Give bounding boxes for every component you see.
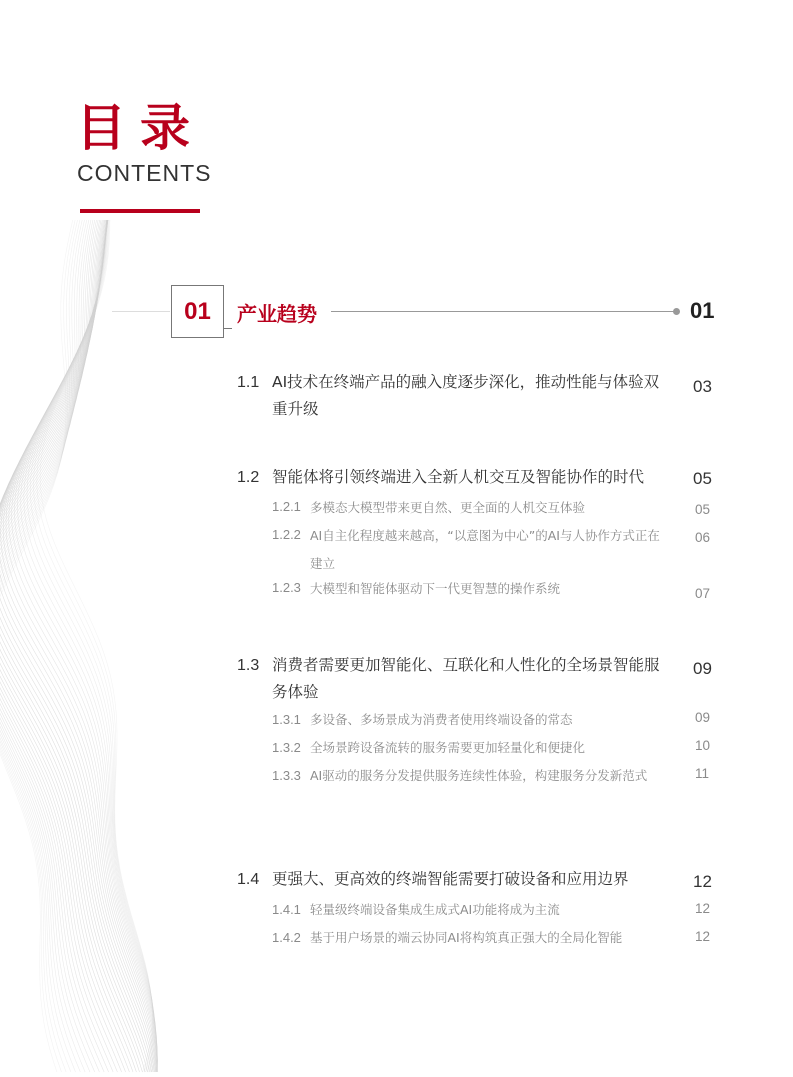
section-title[interactable]: 更强大、更高效的终端智能需要打破设备和应用边界 — [272, 870, 629, 888]
chapter-leader-line — [331, 311, 676, 312]
background-wave-line — [0, 220, 109, 1072]
subsection-page-number: 10 — [695, 738, 711, 753]
chapter-leader-dot — [673, 308, 680, 315]
subsection-title[interactable]: 大模型和智能体驱动下一代更智慧的操作系统 — [310, 581, 561, 596]
subsection-page-number: 12 — [695, 901, 711, 916]
subsection-title[interactable]: AI自主化程度越来越高，“以意图为中心”的AI与人协作方式正在建立 — [310, 528, 660, 571]
section-number: 1.3 — [237, 657, 260, 674]
background-wave-line — [0, 220, 139, 1072]
subsection-number: 1.4.1 — [272, 902, 301, 917]
section-page-number: 05 — [693, 469, 712, 488]
chapter-page-number: 01 — [690, 298, 715, 323]
chapter-number: 01 — [184, 297, 211, 325]
section-page-number: 09 — [693, 659, 712, 678]
subsection-page-number: 12 — [695, 929, 711, 944]
section-number: 1.2 — [237, 469, 260, 486]
section-number: 1.1 — [237, 374, 260, 391]
background-wave-line — [0, 220, 136, 1072]
subsection-number: 1.3.3 — [272, 768, 301, 783]
chapter-title[interactable]: 产业趋势 — [237, 302, 317, 326]
subsection-number: 1.3.1 — [272, 712, 301, 727]
chapter-left-rule — [112, 311, 170, 312]
subsection-title[interactable]: 基于用户场景的端云协同AI将构筑真正强大的全局化智能 — [310, 930, 623, 945]
background-wave-line — [0, 220, 156, 1072]
subsection-number: 1.2.2 — [272, 527, 301, 542]
section-number: 1.4 — [237, 871, 260, 888]
subsection-number: 1.2.1 — [272, 499, 301, 514]
subsection-page-number: 05 — [695, 502, 711, 517]
background-wave-line — [0, 220, 142, 1072]
subsection-page-number: 06 — [695, 530, 711, 545]
section-title[interactable]: AI技术在终端产品的融入度逐步深化，推动性能与体验双重升级 — [272, 373, 660, 418]
section-page-number: 12 — [693, 872, 712, 891]
background-wave-line — [0, 220, 126, 1072]
page-subtitle: CONTENTS — [77, 160, 212, 186]
section-title[interactable]: 智能体将引领终端进入全新人机交互及智能协作的时代 — [272, 468, 645, 486]
page-title: 目录 — [76, 99, 204, 157]
subsection-number: 1.3.2 — [272, 740, 301, 755]
background-wave-line — [0, 220, 113, 1072]
subsection-title[interactable]: 多模态大模型带来更自然、更全面的人机交互体验 — [310, 500, 586, 515]
chapter-box-tick — [224, 328, 232, 329]
chapter-number-box[interactable] — [171, 285, 224, 338]
background-wave-line — [0, 220, 84, 1072]
section-title[interactable]: 消费者需要更加智能化、互联化和人性化的全场景智能服务体验 — [272, 656, 660, 701]
background-wave-line — [0, 220, 75, 1072]
background-wave-line — [0, 220, 153, 1072]
section-page-number: 03 — [693, 377, 712, 396]
subsection-page-number: 07 — [695, 586, 711, 601]
title-underline — [80, 209, 200, 213]
subsection-page-number: 09 — [695, 710, 711, 725]
subsection-number: 1.4.2 — [272, 930, 301, 945]
subsection-page-number: 11 — [695, 766, 710, 781]
subsection-title[interactable]: AI驱动的服务分发提供服务连续性体验，构建服务分发新范式 — [310, 768, 648, 783]
subsection-title[interactable]: 多设备、多场景成为消费者使用终端设备的常态 — [310, 712, 573, 727]
subsection-title[interactable]: 全场景跨设备流转的服务需要更加轻量化和便捷化 — [310, 740, 586, 755]
subsection-title[interactable]: 轻量级终端设备集成生成式AI功能将成为主流 — [310, 902, 560, 917]
subsection-number: 1.2.3 — [272, 580, 301, 595]
